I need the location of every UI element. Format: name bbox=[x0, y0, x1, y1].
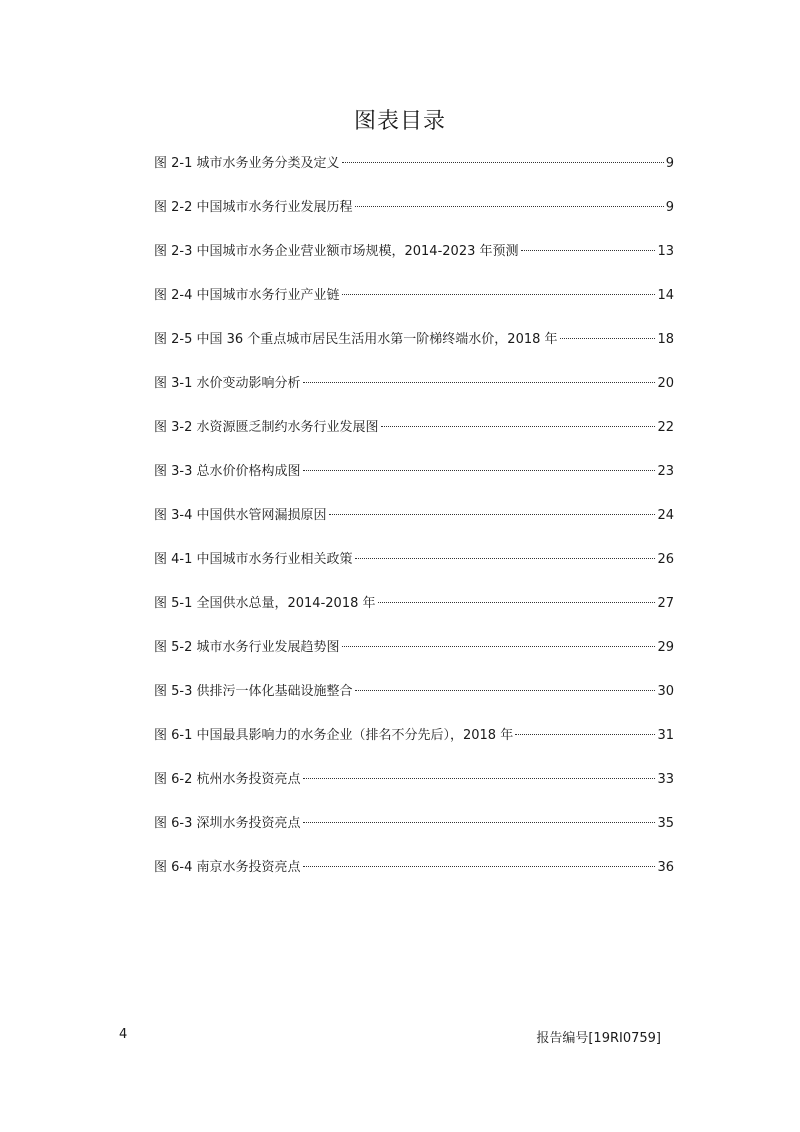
toc-dot-leader bbox=[342, 646, 656, 647]
toc-dot-leader bbox=[342, 294, 656, 295]
footer-page-number: 4 bbox=[119, 1027, 128, 1042]
toc-entry-page: 22 bbox=[657, 420, 674, 435]
toc-entry[interactable] bbox=[154, 504, 674, 548]
toc-entry-page: 27 bbox=[657, 596, 674, 611]
toc-entry-page: 14 bbox=[657, 288, 674, 303]
toc-entry[interactable] bbox=[154, 724, 674, 768]
toc-entry[interactable] bbox=[154, 636, 674, 680]
toc-entry-label: 图 2-5 中国 36 个重点城市居民生活用水第一阶梯终端水价，2018 年 bbox=[154, 332, 558, 347]
toc-dot-leader bbox=[355, 690, 656, 691]
toc-entry-page: 9 bbox=[665, 200, 674, 215]
toc-entry-label: 图 2-1 城市水务业务分类及定义 bbox=[154, 156, 340, 171]
toc-entry[interactable] bbox=[154, 856, 674, 900]
toc-dot-leader bbox=[303, 866, 656, 867]
toc-entry[interactable] bbox=[154, 460, 674, 504]
toc-dot-leader bbox=[521, 250, 656, 251]
toc-entry-label: 图 6-2 杭州水务投资亮点 bbox=[154, 772, 301, 787]
toc-entry-page: 9 bbox=[665, 156, 674, 171]
toc-entry-page: 26 bbox=[657, 552, 674, 567]
toc-entry-page: 36 bbox=[657, 860, 674, 875]
toc-entry-page: 33 bbox=[657, 772, 674, 787]
toc-dot-leader bbox=[355, 206, 664, 207]
toc-entry-label: 图 6-1 中国最具影响力的水务企业（排名不分先后），2018 年 bbox=[154, 728, 514, 743]
toc-entry-page: 30 bbox=[657, 684, 674, 699]
toc-entry-label: 图 2-4 中国城市水务行业产业链 bbox=[154, 288, 340, 303]
toc-dot-leader bbox=[355, 558, 656, 559]
toc-entry-label: 图 3-2 水资源匮乏制约水务行业发展图 bbox=[154, 420, 379, 435]
toc-entry-label: 图 4-1 中国城市水务行业相关政策 bbox=[154, 552, 353, 567]
toc-entry-page: 35 bbox=[657, 816, 674, 831]
toc-entry[interactable] bbox=[154, 548, 674, 592]
toc-dot-leader bbox=[515, 734, 655, 735]
toc-entry-label: 图 3-1 水价变动影响分析 bbox=[154, 376, 301, 391]
toc-dot-leader bbox=[303, 778, 656, 779]
toc-entry-label: 图 5-1 全国供水总量，2014-2018 年 bbox=[154, 596, 376, 611]
toc-dot-leader bbox=[303, 382, 656, 383]
footer-report-code: 报告编号[19RI0759] bbox=[536, 1031, 661, 1046]
toc-entry[interactable] bbox=[154, 328, 674, 372]
toc-entry-label: 图 6-3 深圳水务投资亮点 bbox=[154, 816, 301, 831]
toc-dot-leader bbox=[303, 470, 656, 471]
toc-entry-label: 图 6-4 南京水务投资亮点 bbox=[154, 860, 301, 875]
toc-entry-page: 18 bbox=[657, 332, 674, 347]
toc-entry[interactable] bbox=[154, 812, 674, 856]
toc-entry-page: 29 bbox=[657, 640, 674, 655]
toc-entry-page: 13 bbox=[657, 244, 674, 259]
toc-entry-label: 图 5-3 供排污一体化基础设施整合 bbox=[154, 684, 353, 699]
toc-dot-leader bbox=[378, 602, 656, 603]
toc-entry-label: 图 3-3 总水价价格构成图 bbox=[154, 464, 301, 479]
toc-entry-page: 23 bbox=[657, 464, 674, 479]
table-of-figures bbox=[154, 152, 674, 900]
toc-dot-leader bbox=[342, 162, 664, 163]
toc-entry[interactable] bbox=[154, 592, 674, 636]
toc-entry[interactable] bbox=[154, 196, 674, 240]
toc-dot-leader bbox=[329, 514, 656, 515]
toc-entry[interactable] bbox=[154, 152, 674, 196]
toc-entry[interactable] bbox=[154, 680, 674, 724]
toc-entry[interactable] bbox=[154, 284, 674, 328]
toc-entry-page: 24 bbox=[657, 508, 674, 523]
toc-entry-page: 20 bbox=[657, 376, 674, 391]
toc-entry-label: 图 5-2 城市水务行业发展趋势图 bbox=[154, 640, 340, 655]
toc-entry-label: 图 2-2 中国城市水务行业发展历程 bbox=[154, 200, 353, 215]
toc-entry[interactable] bbox=[154, 372, 674, 416]
toc-dot-leader bbox=[381, 426, 656, 427]
page-title: 图表目录 bbox=[353, 109, 446, 134]
toc-dot-leader bbox=[303, 822, 656, 823]
toc-entry[interactable] bbox=[154, 416, 674, 460]
toc-entry-label: 图 3-4 中国供水管网漏损原因 bbox=[154, 508, 327, 523]
toc-entry-label: 图 2-3 中国城市水务企业营业额市场规模，2014-2023 年预测 bbox=[154, 244, 519, 259]
toc-entry[interactable] bbox=[154, 768, 674, 812]
toc-entry-page: 31 bbox=[657, 728, 674, 743]
toc-dot-leader bbox=[560, 338, 656, 339]
toc-entry[interactable] bbox=[154, 240, 674, 284]
